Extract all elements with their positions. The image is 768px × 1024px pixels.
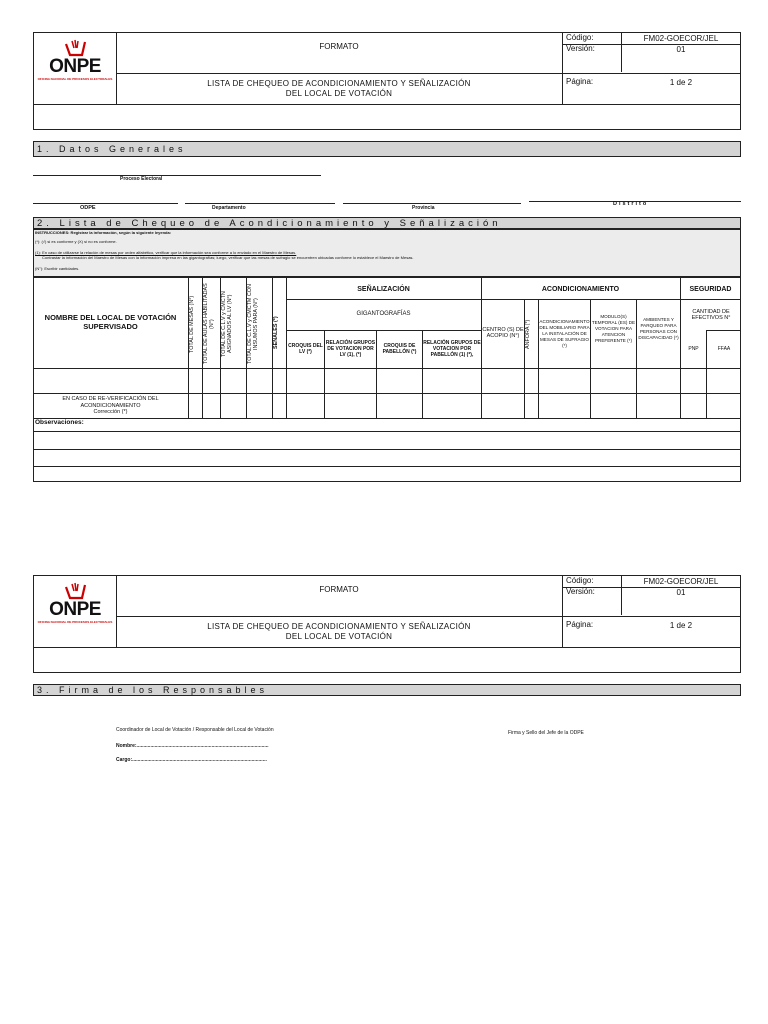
- col-ambientes-discapacidad: AMBIENTES Y PARQUEO PARA PERSONAS CON DISCAPACIDAD (*): [638, 317, 679, 340]
- col-mobiliario: ACONDICIONAMIENTO DEL MOBILIARIO PARA LA INSTALACIÓN DE MESAS DE SUFRAGIO (*): [539, 319, 590, 348]
- group-gigantografias: GIGANTOGRAFÍAS: [356, 311, 411, 317]
- reverificacion-label: [33, 394, 188, 418]
- page-value: 1 de 2: [669, 77, 693, 87]
- obs-line: [33, 431, 741, 432]
- col-croquis-lv: CROQUIS DEL LV (*): [288, 343, 323, 355]
- version-label: Versión:: [566, 44, 595, 53]
- nombre-field: Nombre:...............................................................................................: [116, 743, 269, 749]
- observaciones-box: [33, 418, 741, 482]
- col-cantidad-efectivos: CANTIDAD DE EFECTIVOS N°: [691, 309, 731, 321]
- form-title-line2: DEL LOCAL DE VOTACIÓN: [285, 632, 393, 641]
- form-title-line2: DEL LOCAL DE VOTACIÓN: [285, 89, 393, 98]
- col-modulo-temporal: MODULO(S) TEMPORAL (ES) DE VOTACION PARA ATENCION PREFERENTE (*): [591, 314, 636, 343]
- obs-line: [33, 449, 741, 450]
- form-title: [116, 76, 562, 102]
- onpe-logo: [33, 38, 117, 81]
- cargo-field: Cargo:.................................................................................................: [116, 757, 267, 763]
- version-label: Versión:: [566, 587, 595, 596]
- reverificacion-line2: Corrección (*): [93, 409, 128, 416]
- proceso-label: Proceso Electoral: [120, 176, 163, 182]
- section1-title: 1. Datos Generales: [33, 141, 741, 157]
- grid-line: [706, 330, 741, 331]
- col-croquis-pabellon: CROQUIS DE PABELLÓN (*): [382, 343, 417, 355]
- page-value: 1 de 2: [669, 620, 693, 630]
- observaciones-label: Observaciones:: [35, 419, 84, 426]
- version-value: 01: [676, 44, 686, 54]
- obs-line: [33, 466, 741, 467]
- col-total-clv-insumos: TOTAL DE C.L.V y CMCTM CON INSUMOS PARA (N°): [247, 284, 259, 364]
- grid-line: [33, 368, 741, 369]
- instruction-line1: INSTRUCCIONES: Registrar la información, según la siguiente leyenda:: [35, 230, 172, 235]
- section3-title: 3. Firma de los Responsables: [33, 684, 741, 696]
- group-senalizacion: SEÑALIZACIÓN: [357, 286, 410, 293]
- col-ffaa: FFAA: [717, 346, 731, 352]
- instruction-line2: (*): (√) si es conforme y (X) si no es conforme.: [35, 239, 117, 244]
- form-title-line1: LISTA DE CHEQUEO DE ACONDICIONAMIENTO Y SEÑALIZACIÓN: [207, 79, 471, 88]
- format-label: FORMATO: [319, 584, 359, 594]
- logo-subtitle: OFICINA NACIONAL DE PROCESOS ELECTORALES: [37, 620, 113, 624]
- col-total-aulas: TOTAL DE AULAS HABILITADAS (N°): [203, 283, 215, 365]
- form-title: [116, 619, 562, 645]
- grid-line: [481, 277, 482, 419]
- onpe-logo: [33, 581, 117, 624]
- odpe-label: ODPE: [80, 205, 96, 211]
- departamento-label: Departamento: [212, 205, 246, 211]
- provincia-line: [343, 203, 521, 204]
- logo-subtitle: OFICINA NACIONAL DE PROCESOS ELECTORALES: [37, 77, 113, 81]
- version-value: 01: [676, 587, 686, 597]
- header-divider: [562, 32, 563, 104]
- col-centro-acopio: CENTRO (S) DE ACOPIO (N°): [482, 327, 524, 339]
- logo-word: ONPE: [49, 599, 101, 620]
- format-label: FORMATO: [319, 41, 359, 51]
- ballot-box-icon: [62, 581, 88, 601]
- col-relacion-pabellon: RELACIÓN GRUPOS DE VOTACION POR PABELLÓN (1) (*),: [423, 340, 481, 358]
- header-divider: [33, 104, 741, 105]
- group-acondicionamiento: ACONDICIONAMIENTO: [541, 286, 620, 293]
- header-divider: [562, 575, 563, 647]
- code-value: FM02-GOECOR/JEL: [643, 576, 719, 586]
- logo-word: ONPE: [49, 56, 101, 77]
- header-divider: [33, 647, 741, 648]
- col-total-mesas: TOTAL DE MESAS (N°): [189, 295, 195, 353]
- col-pnp: PNP: [688, 346, 699, 352]
- header-divider: [116, 616, 741, 617]
- odpe-line: [33, 203, 178, 204]
- instruction-line4: Contrastar la información del Maestro de Mesas con la información impresa en las gigantografías; luego, verificar que las mesas de sufragio se encuentren ubicadas conforme lo establece el Maestro de Mesas.: [42, 255, 414, 260]
- firma-jefe-label: Firma y Sello del Jefe de la ODPE: [508, 730, 584, 736]
- page-label: Página:: [566, 620, 594, 629]
- coordinador-label: Coordinador de Local de Votación / Responsable del Local de Votación: [116, 727, 274, 733]
- proceso-line: [33, 175, 321, 176]
- instruction-line5: (N°): Escribir cantidades.: [35, 266, 80, 271]
- col-relacion-lv: RELACIÓN GRUPOS DE VOTACION POR LV (1), (*): [325, 340, 376, 358]
- code-label: Código:: [566, 576, 594, 585]
- code-label: Código:: [566, 33, 594, 42]
- section2-title: 2. Lista de Chequeo de Acondicionamiento y Señalización: [33, 217, 741, 229]
- page-label: Página:: [566, 77, 594, 86]
- col-anfora: ANFORA (*): [525, 319, 531, 349]
- col-total-clv: TOTAL DE C.L.V y CMCTN ASIGNADOS AL LV (N°): [221, 291, 233, 357]
- provincia-label: Provincia: [412, 205, 435, 211]
- col-senales: SEÑALES (*): [273, 316, 279, 350]
- reverificacion-line1: EN CASO DE RE-VERIFICACIÓN DEL ACONDICIONAMIENTO: [62, 396, 159, 409]
- departamento-line: [185, 203, 335, 204]
- form-title-line1: LISTA DE CHEQUEO DE ACONDICIONAMIENTO Y SEÑALIZACIÓN: [207, 622, 471, 631]
- col-nombre-local: NOMBRE DEL LOCAL DE VOTACIÓN SUPERVISADO: [44, 313, 177, 331]
- grid-line: [286, 330, 481, 331]
- code-value: FM02-GOECOR/JEL: [643, 33, 719, 43]
- grid-line: [286, 299, 741, 300]
- ballot-box-icon: [62, 38, 88, 58]
- header-divider: [116, 73, 741, 74]
- instruction-line3: (1): En caso de utilizarse la relación de mesas por orden alfabético, verificar que la información sea conforme a lo enviado en el Maestro de Mesas.: [35, 250, 297, 255]
- distrito-label: Distrito: [613, 201, 649, 207]
- group-seguridad: SEGURIDAD: [689, 286, 732, 293]
